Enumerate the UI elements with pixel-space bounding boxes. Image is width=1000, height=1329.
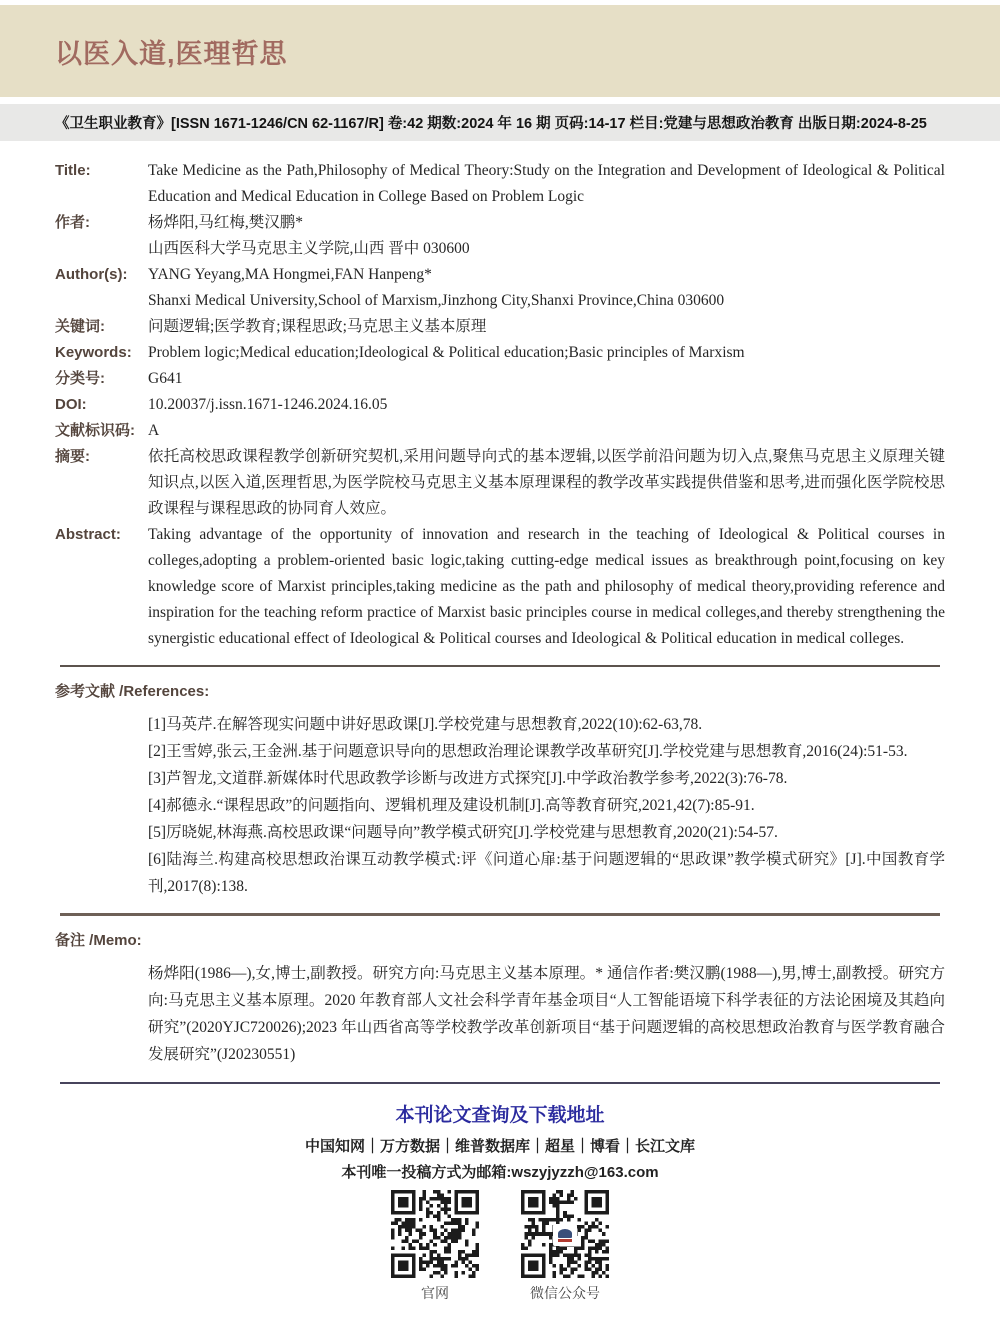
page-banner [0, 5, 1000, 97]
field-label-title: Title: [55, 162, 91, 179]
qr-figure-website [380, 1190, 490, 1303]
field-value-keywords-en [148, 340, 945, 366]
field-value-keywords-cn [148, 314, 945, 340]
field-row-abstract-en [55, 522, 945, 652]
field-row-document-code [55, 418, 945, 444]
field-value-abstract-cn [148, 444, 945, 522]
field-value-abstract-en [148, 522, 945, 652]
authors-cn-names: 杨烨阳,马红梅,樊汉鹏* [148, 214, 304, 231]
memo-section [55, 928, 945, 1068]
reference-item: [6]陆海兰.构建高校思想政治课互动教学模式:评《问道心扉:基于问题逻辑的“思政课”教学模式研究》[J].中国教育学刊,2017(8):138. [148, 851, 945, 895]
authors-en-affiliation: Shanxi Medical University,School of Marxism,Jinzhong City,Shanxi Province,China 030600 [148, 292, 725, 309]
wechat-qr-label: 微信公众号 [530, 1285, 600, 1301]
field-label-classification: 分类号: [55, 370, 105, 387]
reference-item: [3]芦智龙,文道群.新媒体时代思政教学诊断与改进方式探究[J].中学政治教学参考,2022(3):76-78. [148, 770, 788, 787]
journal-logo-icon [553, 1224, 577, 1246]
logo-emblem-text-bar [558, 1239, 572, 1242]
divider-above-references [60, 665, 940, 667]
references-section [55, 679, 945, 900]
field-value-authors-en [148, 262, 945, 314]
abstract-cn-text: 依托高校思政课程教学创新研究契机,采用问题导向式的基本逻辑,以医学前沿问题为切入点,聚焦马克思主义原理关键知识点,以医入道,医理哲思,为医学院校马克思主义基本原理课程的教学改革实践提供借鉴和思考,进而强化医学院校思政课程与课程思政的协同育人效应。 [148, 448, 945, 517]
footer-download-title: 本刊论文查询及下载地址 [395, 1105, 605, 1126]
field-value-doi [148, 392, 945, 418]
field-value-document-code [148, 418, 945, 444]
reference-item: [1]马英芹.在解答现实问题中讲好思政课[J].学校党建与思想教育,2022(10):62-63,78. [148, 716, 703, 733]
doi-value: 10.20037/j.issn.1671-1246.2024.16.05 [148, 396, 388, 413]
references-heading: 参考文献 /References: [55, 683, 210, 700]
banner-title: 以医入道,医理哲思 [55, 38, 288, 69]
field-value-authors-cn [148, 210, 945, 262]
qr-figure-wechat [510, 1190, 620, 1303]
field-label-doi: DOI: [55, 396, 87, 413]
reference-item: [5]厉晓妮,林海燕.高校思政课“问题导向”教学模式研究[J].学校党建与思想教育,2020(21):54-57. [148, 824, 778, 841]
journal-footer [0, 1084, 1000, 1303]
journal-info-text: 《卫生职业教育》[ISSN 1671-1246/CN 62-1167/R] 卷:42 期数:2024 年 16 期 页码:14-17 栏目:党建与思想政治教育 出版日期:2024-8-25 [55, 116, 927, 132]
field-row-authors-cn [55, 210, 945, 262]
field-label-keywords-en: Keywords: [55, 344, 132, 361]
field-row-keywords-cn [55, 314, 945, 340]
qr-code-row [0, 1190, 1000, 1303]
field-label-abstract-cn: 摘要: [55, 448, 90, 465]
footer-submission-email: 本刊唯一投稿方式为邮箱:wszyjyzzh@163.com [341, 1164, 659, 1181]
reference-item: [4]郝德永.“课程思政”的问题指向、逻辑机理及建设机制[J].高等教育研究,2021,42(7):85-91. [148, 797, 755, 814]
logo-emblem-shape [558, 1229, 572, 1238]
field-label-abstract-en: Abstract: [55, 526, 121, 543]
memo-heading: 备注 /Memo: [55, 932, 142, 949]
field-row-keywords-en [55, 340, 945, 366]
website-qr-code [391, 1190, 479, 1278]
keywords-en-text: Problem logic;Medical education;Ideological & Political education;Basic principles of Marxism [148, 344, 745, 361]
website-qr-label: 官网 [421, 1285, 449, 1301]
field-row-classification [55, 366, 945, 392]
title-text: Take Medicine as the Path,Philosophy of Medical Theory:Study on the Integration and Development of Ideological & Political Education and Medical Education in College Based on Problem Logic [148, 162, 945, 205]
field-label-keywords-cn: 关键词: [55, 318, 105, 335]
authors-en-names: YANG Yeyang,MA Hongmei,FAN Hanpeng* [148, 266, 432, 283]
classification-code: G641 [148, 370, 183, 387]
authors-cn-affiliation: 山西医科大学马克思主义学院,山西 晋中 030600 [148, 240, 470, 257]
field-label-document-code: 文献标识码: [55, 422, 135, 439]
document-code-value: A [148, 422, 160, 439]
keywords-cn-text: 问题逻辑;医学教育;课程思政;马克思主义基本原理 [148, 318, 487, 335]
field-row-doi [55, 392, 945, 418]
article-metadata [0, 141, 1000, 1084]
field-value-title [148, 158, 945, 210]
memo-text: 杨烨阳(1986—),女,博士,副教授。研究方向:马克思主义基本原理。* 通信作者:樊汉鹏(1988—),男,博士,副教授。研究方向:马克思主义基本原理。2020 年教育部人文社会科学青年基金项目“人工智能语境下科学表征的方法论困境及其趋向研究”(2020YJC720026);2023 年山西省高等学校教学改革创新项目“基于问题逻辑的高校思想政治教育与医学教育融合发展研究”(J20230551) [148, 965, 945, 1063]
divider-above-memo [60, 913, 940, 916]
field-row-abstract-cn [55, 444, 945, 522]
field-row-title [55, 158, 945, 210]
abstract-en-text: Taking advantage of the opportunity of innovation and research in the teaching of Ideological & Political courses in colleges,adopting a problem-oriented basic logic,taking cutting-edge medical issues as breakthrough point,focusing on key knowledge score of Marxist principles,taking medicine as the path and philosophy of medical theory,providing reference and inspiration for the teaching reform practice of Marxist basic principles course in medical colleges,and thereby strengthening the synergistic educational effect of Ideological & Political courses and Ideological & Political education in medical colleges. [148, 526, 945, 647]
field-value-classification [148, 366, 945, 392]
reference-item: [2]王雪婷,张云,王金洲.基于问题意识导向的思想政治理论课教学改革研究[J].学校党建与思想教育,2016(24):51-53. [148, 743, 908, 760]
journal-info-bar [0, 104, 1000, 141]
field-label-authors-en: Author(s): [55, 266, 128, 283]
field-row-authors-en [55, 262, 945, 314]
footer-database-list: 中国知网｜万方数据｜维普数据库｜超星｜博看｜长江文库 [304, 1138, 695, 1155]
field-label-authors-cn: 作者: [55, 214, 90, 231]
